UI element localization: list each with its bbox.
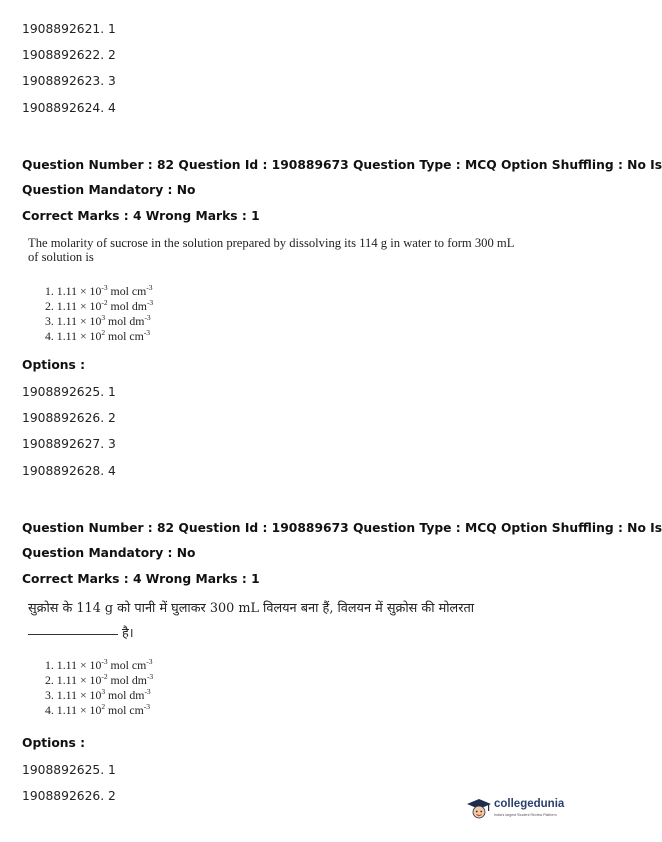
option-line: 1908892622. 2 — [22, 48, 116, 62]
choice-item: 1. $1.11 \times 10^{-3}$ mol $cm^{-3}$ — [45, 283, 153, 298]
question-marks: Correct Marks : 4 Wrong Marks : 1 — [22, 572, 260, 586]
option-line: 1908892624. 4 — [22, 101, 116, 115]
option-line: 1908892626. 2 — [22, 411, 116, 425]
question-text-line: of solution is — [28, 250, 94, 264]
question-text-image — [28, 236, 514, 264]
question-header: Question Number : 82 Question Id : 190889673 Question Type : MCQ Option Shuffling : No Is — [22, 521, 662, 535]
option-line: 1908892621. 1 — [22, 22, 116, 36]
option-line: 1908892625. 1 — [22, 763, 116, 777]
option-line: 1908892627. 3 — [22, 437, 116, 451]
choice-item: 3. $1.11 \times 10^3$ mol $dm^{-3}$ — [45, 687, 151, 702]
choice-list — [45, 284, 153, 344]
question-text-hindi-line2: है। — [28, 623, 134, 641]
choice-item: 2. $1.11 \times 10^{-2}$ mol $dm^{-3}$ — [45, 672, 154, 687]
choice-item: 2. $1.11 \times 10^{-2}$ mol $dm^{-3}$ — [45, 298, 154, 313]
logo-name: collegedunia — [494, 798, 565, 810]
question-header: Question Number : 82 Question Id : 190889673 Question Type : MCQ Option Shuffling : No Is — [22, 158, 662, 172]
choice-item: 1. $1.11 \times 10^{-3}$ mol $cm^{-3}$ — [45, 657, 153, 672]
option-line: 1908892623. 3 — [22, 74, 116, 88]
choice-item: 4. $1.11 \times 10^2$ mol $cm^{-3}$ — [45, 702, 151, 717]
graduate-mascot-icon — [466, 796, 492, 822]
option-line: 1908892625. 1 — [22, 385, 116, 399]
choice-item: 4. $1.11 \times 10^2$ mol $cm^{-3}$ — [45, 328, 151, 343]
choice-list — [45, 658, 153, 718]
question-text-hindi: सुक्रोस के 114 g को पानी में घुलाकर 300 mL विलयन बना हैं, विलयन में सुक्रोस की मोलरता — [28, 601, 475, 616]
choice-item: 3. $1.11 \times 10^3$ mol $dm^{-3}$ — [45, 313, 151, 328]
option-line: 1908892626. 2 — [22, 789, 116, 803]
question-marks: Correct Marks : 4 Wrong Marks : 1 — [22, 209, 260, 223]
question-text-line: The molarity of sucrose in the solution prepared by dissolving its 114 g in water to form 300 mL — [28, 236, 515, 250]
collegedunia-logo — [466, 796, 578, 826]
question-mandatory: Question Mandatory : No — [22, 183, 196, 197]
logo-tagline: India's largest Student Review Platform — [494, 813, 557, 817]
options-label: Options : — [22, 736, 86, 750]
options-label: Options : — [22, 358, 86, 372]
answer-blank — [28, 634, 118, 635]
question-mandatory: Question Mandatory : No — [22, 546, 196, 560]
option-line: 1908892628. 4 — [22, 464, 116, 478]
